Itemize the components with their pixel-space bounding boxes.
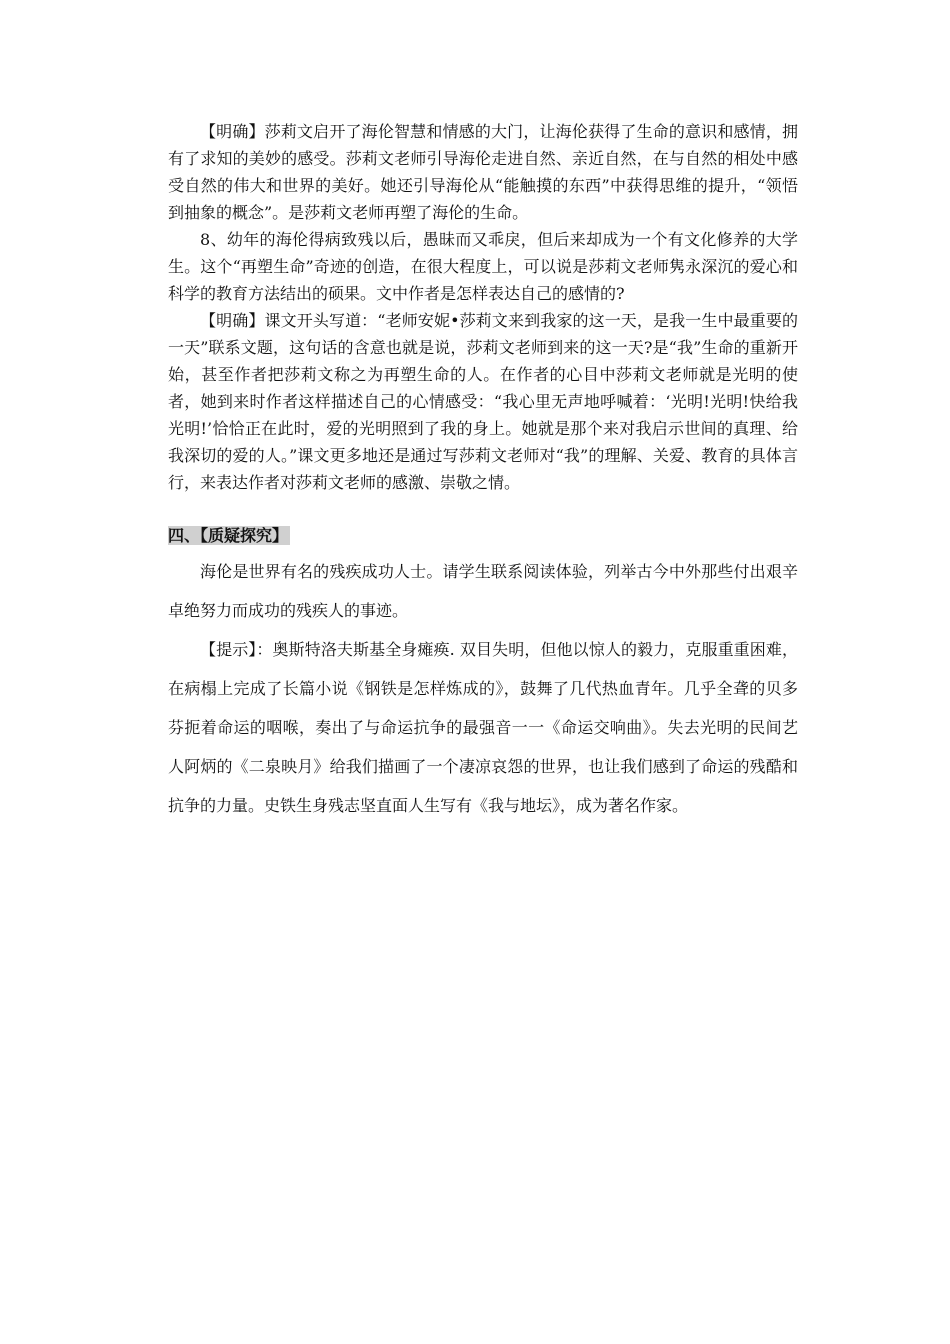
answer-paragraph-2: 【明确】课文开头写道：“老师安妮•莎莉文来到我家的这一天，是我一生中最重要的一天”联系文题，这句话的含意也就是说，莎莉文老师到来的这一天?是“我”生命的重新开始，甚至作者把莎莉文称之为再塑生命的人。在作者的心目中莎莉文老师就是光明的使者，她到来时作者这样描述自己的心情感受：“我心里无声地呼喊着：‘光明!光明!快给我光明!’恰恰正在此时，爱的光明照到了我的身上。她就是那个来对我启示世间的真理、给我深切的爱的人。”课文更多地还是通过写莎莉文老师对“我”的理解、关爱、教育的具体言行，来表达作者对莎莉文老师的感激、崇敬之情。 <box>168 311 798 492</box>
hint-paragraph: 【提示】：奥斯特洛夫斯基全身瘫痪. 双目失明，但他以惊人的毅力，克服重重困难，在病榻上完成了长篇小说《钢铁是怎样炼成的》，鼓舞了几代热血青年。几乎全聋的贝多芬扼着命运的咽喉，奏出了与命运抗争的最强音一一《命运交响曲》。失去光明的民间艺人阿炳的《二泉映月》给我们描画了一个凄凉哀怨的世界，也让我们感到了命运的残酷和抗争的力量。史铁生身残志坚直面人生写有《我与地坛》，成为著名作家。 <box>168 640 798 815</box>
question-paragraph-8: 8、幼年的海伦得病致残以后，愚昧而又乖戾，但后来却成为一个有文化修养的大学生。这个“再塑生命”奇迹的创造，在很大程度上，可以说是莎莉文老师隽永深沉的爱心和科学的教育方法结出的硕果。文中作者是怎样表达自己的感情的? <box>168 230 798 303</box>
answer-paragraph-1: 【明确】莎莉文启开了海伦智慧和情感的大门，让海伦获得了生命的意识和感情，拥有了求知的美妙的感受。莎莉文老师引导海伦走进自然、亲近自然，在与自然的相处中感受自然的伟大和世界的美好。她还引导海伦从“能触摸的东西”中获得思维的提升，“领悟到抽象的概念”。是莎莉文老师再塑了海伦的生命。 <box>168 122 798 222</box>
inquiry-question-paragraph: 海伦是世界有名的残疾成功人士。请学生联系阅读体验，列举古今中外那些付出艰辛卓绝努力而成功的残疾人的事迹。 <box>168 562 798 620</box>
document-page <box>168 118 798 825</box>
section-heading-text: 四、【质疑探究】 <box>168 526 289 545</box>
section-heading <box>168 524 798 548</box>
